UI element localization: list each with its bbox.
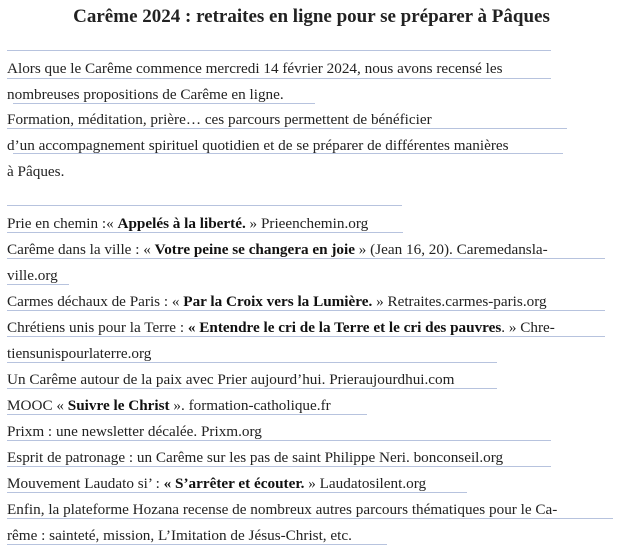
intro-line: Formation, méditation, prière… ces parcours permettent de bénéficier [7,111,432,128]
list-item: tiensunispourlaterre.org [7,345,152,362]
rule [7,50,551,51]
list-item: MOOC « Suivre le Christ ». formation-catholique.fr [7,397,331,414]
intro-line: d’un accompagnement spirituel quotidien et de se préparer de différentes manières [7,137,509,154]
list-item: Carmes déchaux de Paris : « Par la Croix vers la Lumière. » Retraites.carmes-paris.org [7,293,547,310]
list-item: rême : sainteté, mission, L’Imitation de Jésus-Christ, etc. [7,527,352,544]
rule [7,78,551,79]
intro-line: Alors que le Carême commence mercredi 14 février 2024, nous avons recensé les [7,60,503,77]
list-item: Enfin, la plateforme Hozana recense de nombreux autres parcours thématiques pour le Ca- [7,501,558,518]
list-item: Mouvement Laudato si’ : « S’arrêter et écouter. » Laudatosilent.org [7,475,427,492]
list-item: Esprit de patronage : un Carême sur les pas de saint Philippe Neri. bonconseil.org [7,449,504,466]
intro-line: à Pâques. [7,163,65,180]
list-item: Prie en chemin :« Appelés à la liberté. » Prieenchemin.org [7,215,369,232]
list-item: Carême dans la ville : « Votre peine se changera en joie » (Jean 16, 20). Caremedansla- [7,241,548,258]
list-item: Chrétiens unis pour la Terre : « Entendre le cri de la Terre et le cri des pauvres. » Chre- [7,319,555,336]
list-item: Prixm : une newsletter décalée. Prixm.org [7,423,262,440]
list-item: ville.org [7,267,58,284]
article-title: Carême 2024 : retraites en ligne pour se préparer à Pâques [73,6,550,27]
list-item: Un Carême autour de la paix avec Prier aujourd’hui. Prieraujourdhui.com [7,371,455,388]
intro-line: nombreuses propositions de Carême en ligne. [7,86,284,103]
rule [7,205,402,206]
